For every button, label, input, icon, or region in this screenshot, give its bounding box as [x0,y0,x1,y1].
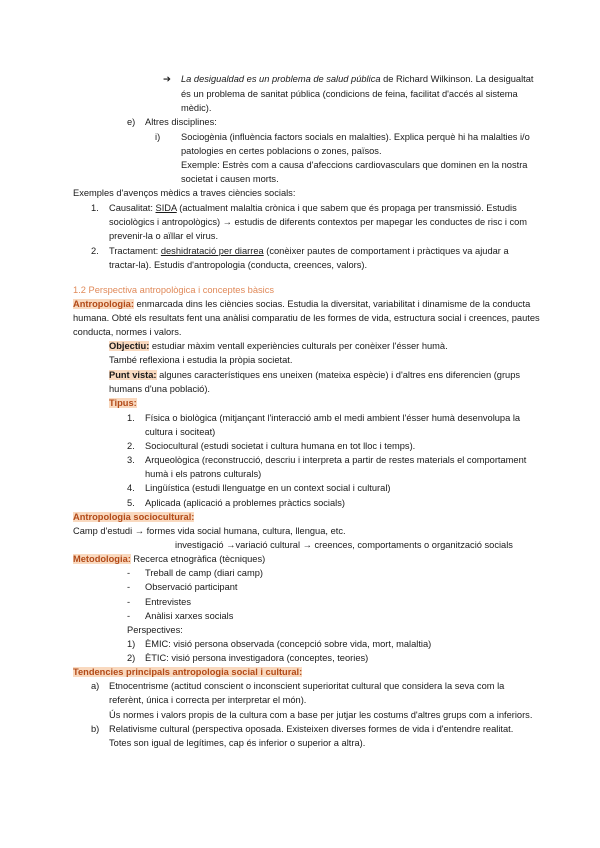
tipus-5-line-1: Aplicada (aplicació a problemes pràctics socials) [145,498,345,508]
tipus-2-line-1: Sociocultural (estudi societat i cultura humana en tot lloc i temps). [145,441,416,451]
perspective-2: ÈTIC: visió persona investigadora (conceptes, teories) [145,653,369,663]
example-1-marker: 1. [91,203,99,213]
tipus-3-marker: 3. [127,455,135,465]
objectiu-line [109,340,448,352]
tipus-label-text: Tipus: [109,398,137,408]
example-1-prefix: Causalitat: [109,203,156,213]
tipus-4-line-1: Lingüística (estudi llenguatge en un context social i cultural) [145,483,391,493]
tendency-b-marker: b) [91,724,100,734]
metodologia-label: Metodologia: [73,554,131,564]
tipus-5-marker: 5. [127,498,135,508]
list-marker-e: e) [127,117,136,127]
sociocultural-label [73,511,194,523]
example-1-keyword: SIDA [155,203,177,213]
camp-estudi-line-1: Camp d'estudi → formes vida social humana, cultura, llengua, etc. [73,526,346,536]
tecnica-2: Observació participant [145,582,238,592]
altres-disciplines-label: Altres disciplines: [145,117,217,127]
tipus-3-line-1: Arqueològica (reconstrucció, descriu i interpreta a partir de restes materials el comportament [145,455,527,465]
objectiu-text: estudiar màxim ventall experiències culturals per conèixer l'ésser humà. [149,341,448,351]
perspective-2-marker: 2) [127,653,136,663]
relativisme-line-1: Relativisme cultural (perspectiva oposada. Existeixen diverses formes de vida i d'entendre realitat. [109,724,514,734]
punt-vista-label: Punt vista: [109,370,157,380]
tipus-1-line-2: cultura i sociteat) [145,427,216,437]
tecnica-1: Treball de camp (diari camp) [145,568,263,578]
examples-title: Exemples d'avenços mèdics a traves ciències socials: [73,188,296,198]
tipus-1-line-1: Física o biològica (mitjançant l'interacció amb el medi ambient l'ésser humà desenvolupa la [145,413,521,423]
perspectives-label: Perspectives: [127,625,183,635]
relativisme-line-2: Totes son igual de legítimes, cap és inferior o superior a altra). [109,738,366,748]
camp-estudi-line-2: investigació →variació cultural → creences, comportaments o organització socials [175,540,513,550]
punt-vista-text: algunes característiques ens uneixen (mateixa espècie) i d'altres ens diferencien (grups [156,370,521,380]
sociogenia-line-4: societat i causen morts. [181,174,279,184]
tambe-line: També reflexiona i estudia la pròpia societat. [109,355,293,365]
antropologia-line-3: conducta, normes i valors. [73,327,182,337]
wilkinson-line-2: és un problema de sanitat pública (condicions de feina, facilitat d'accés al sistema [181,89,518,99]
sociogenia-line-3: Exemple: Estrès com a causa d'afeccions cardiovasculars que dominen en la nostra [181,160,528,170]
etnocentrisme-line-1: Etnocentrisme (actitud conscient o inconscient superioritat cultural que considera la seva com la [109,681,505,691]
metodologia-line [73,553,265,565]
tipus-label [109,397,137,409]
tendency-a-marker: a) [91,681,100,691]
antropologia-text: enmarcada dins les ciències socias. Estudia la diversitat, variabilitat i dinamisme de la conducta [133,299,531,309]
wilkinson-line-1 [181,73,533,85]
etnocentrisme-line-3: Ús normes i valors propis de la cultura com a base per jutjar les costums d'altres grups com a inferiors. [109,710,533,720]
wilkinson-text: de Richard Wilkinson. La desigualtat [380,74,534,84]
dash-bullet: - [127,582,131,592]
punt-vista-line-2: humans d'una població). [109,384,211,394]
example-1-line-1 [109,202,517,214]
dash-bullet: - [127,568,131,578]
sociogenia-line-1: Sociogènia (influència factors socials en malalties). Explica perquè hi ha malalties i/o [181,132,530,142]
punt-vista-line-1 [109,369,520,381]
antropologia-label: Antropologia: [73,299,134,309]
perspective-1: ÈMIC: visió persona observada (concepció sobre vida, mort, malaltia) [145,639,432,649]
section-heading: 1.2 Perspectiva antropològica i conceptes bàsics [73,285,275,295]
example-1-line-3: prevenir-la o aïllar el virus. [109,231,219,241]
wilkinson-line-3: mèdic). [181,103,212,113]
antropologia-line-1 [73,298,530,310]
sociocultural-label-text: Antropologia sociocultural: [73,512,195,522]
tipus-3-line-2: humà i els patrons culturals) [145,469,262,479]
arrow-bullet-icon: ➔ [163,74,171,84]
tipus-1-marker: 1. [127,413,135,423]
tipus-2-marker: 2. [127,441,135,451]
perspective-1-marker: 1) [127,639,136,649]
etnocentrisme-line-2: referènt, única i correcta per interpretar el món). [109,695,307,705]
metodologia-text: Recerca etnogràfica (tècniques) [130,554,266,564]
example-2-prefix: Tractament: [109,246,161,256]
tendencies-label-text: Tendencies principals antropologia social i cultural: [73,667,303,677]
antropologia-line-2: humana. Obté els resultats fent una anàlisi comparatiu de les formes de vida, estructura social i creences, pautes [73,313,540,323]
example-2-rest: (conèixer pautes de comportament i pràctiques va ajudar a [263,246,509,256]
dash-bullet: - [127,597,131,607]
list-marker-i: i) [155,132,161,142]
objectiu-label: Objectiu: [109,341,150,351]
example-2-keyword: deshidratació per diarrea [160,246,264,256]
example-2-line-2: tractar-la). Estudis d'antropologia (conducta, creences, valors). [109,260,368,270]
example-2-marker: 2. [91,246,99,256]
example-1-rest: (actualment malaltia crònica i que sabem que és propaga per transmissió. Estudis [176,203,517,213]
tendencies-label [73,666,302,678]
dash-bullet: - [127,611,131,621]
tecnica-4: Anàlisi xarxes socials [145,611,234,621]
tecnica-3: Entrevistes [145,597,191,607]
example-2-line-1 [109,245,509,257]
book-title: La desigualdad es un problema de salud pública [181,74,381,84]
example-1-line-2: sociològics i antropològics) → estudis de diferents contextos per mapegar les conductes de risc i com [109,217,528,227]
tipus-4-marker: 4. [127,483,135,493]
sociogenia-line-2: patologies en certes poblacions o zones, països. [181,146,382,156]
